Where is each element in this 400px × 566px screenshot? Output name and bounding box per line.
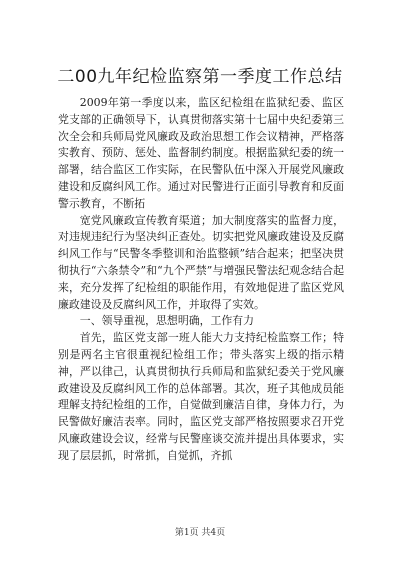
paragraph-channels: 宽党风廉政宣传教育渠道；加大制度落实的监督力度，对违规违纪行为坚决纠正查处。切实把党风廉政建设及反腐纠风工作与“民警冬季整训和治监整顿”结合起来；把坚决贯彻执行“六条禁令”和“九个严禁”与增强民警法纪观念结合起来，充分发挥了纪检组的职能作用，有效地促进了监区党风廉政建设及反腐纠风工作，并取得了实效。 xyxy=(58,213,344,311)
section-heading-1: 一、领导重视，思想明确，工作有力 xyxy=(79,314,255,328)
page-number-footer: 第1页 共4页 xyxy=(174,528,226,538)
document-body xyxy=(58,95,344,465)
document-title: 二00九年纪检监察第一季度工作总结 xyxy=(57,67,343,87)
paragraph-leadership: 首先，监区党支部一班人能大力支持纪检监察工作；特别是两名主官很重视纪检组工作；带头落实上级的指示精神，严以律己，认真贯彻执行兵师局和监狱纪委关于党风廉政建设及反腐纠风工作的总体部署。其次，班子其他成员能理解支持纪检组的工作，自觉做到廉洁自律，身体力行，为民警做好廉洁表率。同时，监区党支部严格按照要求召开党风廉政建设会议，经常与民警座谈交流并提出具体要求，实现了层层抓，时常抓，自觉抓，齐抓 xyxy=(58,331,344,462)
paragraph-intro: 2009年第一季度以来，监区纪检组在监狱纪委、监区党支部的正确领导下，认真贯彻落实第十七届中央纪委第三次全会和兵师局党风廉政及政治思想工作会议精神，严格落实教育、预防、惩处、监督制约制度。根据监狱纪委的统一部署，结合监区工作实际，在民警队伍中深入开展党风廉政建设和反腐纠风工作。通过对民警进行正面引导教育和反面警示教育，不断拓 xyxy=(58,96,344,210)
